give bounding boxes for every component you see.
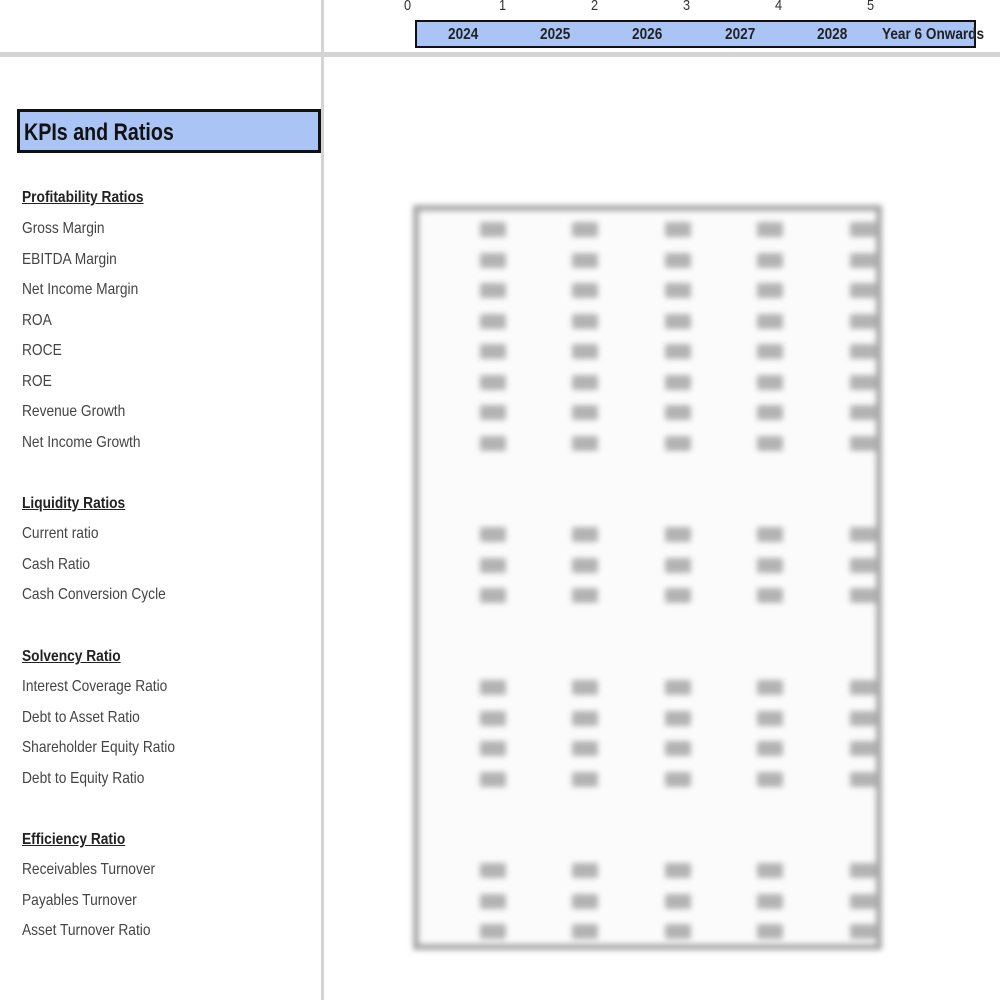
blurred-value-cell [572, 772, 598, 787]
blurred-value-cell [572, 283, 598, 298]
blurred-value-cell [572, 711, 598, 726]
blurred-value-cell [757, 772, 783, 787]
blurred-value-cell [665, 222, 691, 237]
blurred-value-cell [665, 711, 691, 726]
blurred-value-cell [850, 863, 876, 878]
row-label[interactable]: Asset Turnover Ratio [22, 922, 151, 939]
blurred-value-cell [665, 558, 691, 573]
blurred-value-cell [480, 253, 506, 268]
blurred-value-cell [665, 283, 691, 298]
blurred-value-cell [665, 680, 691, 695]
blurred-value-cell [850, 405, 876, 420]
group-heading-profitability[interactable]: Profitability Ratios [22, 189, 144, 206]
section-title: KPIs and Ratios [24, 119, 174, 146]
blurred-value-cell [757, 924, 783, 939]
row-label[interactable]: Shareholder Equity Ratio [22, 739, 175, 756]
blurred-value-cell [480, 405, 506, 420]
column-divider [321, 0, 324, 1000]
blurred-value-cell [757, 405, 783, 420]
blurred-value-cell [480, 863, 506, 878]
group-heading-solvency[interactable]: Solvency Ratio [22, 648, 121, 665]
blurred-value-cell [665, 344, 691, 359]
row-label[interactable]: Debt to Asset Ratio [22, 709, 140, 726]
blurred-value-cell [757, 527, 783, 542]
blurred-value-cell [572, 405, 598, 420]
blurred-value-cell [480, 222, 506, 237]
blurred-value-cell [480, 283, 506, 298]
row-label[interactable]: Revenue Growth [22, 403, 126, 420]
blurred-value-cell [665, 772, 691, 787]
row-label[interactable]: Receivables Turnover [22, 861, 156, 878]
header-divider [0, 52, 1000, 57]
blurred-value-cell [757, 314, 783, 329]
year-header-cell[interactable]: Year 6 Onwards [882, 26, 985, 43]
blurred-value-cell [480, 711, 506, 726]
blurred-value-cell [850, 314, 876, 329]
row-label[interactable]: EBITDA Margin [22, 251, 117, 268]
blurred-value-cell [572, 375, 598, 390]
blurred-value-cell [850, 924, 876, 939]
blurred-value-cell [757, 588, 783, 603]
year-header-cell[interactable]: 2028 [817, 26, 848, 43]
group-heading-efficiency[interactable]: Efficiency Ratio [22, 831, 126, 848]
blurred-value-cell [480, 741, 506, 756]
blurred-value-cell [665, 741, 691, 756]
blurred-value-cell [757, 894, 783, 909]
blurred-value-cell [572, 741, 598, 756]
blurred-value-cell [850, 772, 876, 787]
blurred-value-cell [665, 863, 691, 878]
row-label[interactable]: Net Income Growth [22, 434, 141, 451]
year-header-cell[interactable]: 2025 [540, 26, 571, 43]
row-label[interactable]: ROA [22, 312, 52, 329]
blurred-value-cell [665, 436, 691, 451]
blurred-value-cell [757, 344, 783, 359]
blurred-value-cell [665, 588, 691, 603]
blurred-value-cell [480, 314, 506, 329]
blurred-value-cell [757, 253, 783, 268]
blurred-value-cell [757, 222, 783, 237]
period-index: 1 [499, 0, 507, 14]
blurred-value-cell [480, 924, 506, 939]
blurred-value-cell [665, 527, 691, 542]
blurred-value-cell [757, 375, 783, 390]
year-header-cell[interactable]: 2027 [725, 26, 756, 43]
blurred-value-cell [665, 894, 691, 909]
blurred-value-cell [757, 283, 783, 298]
blurred-value-cell [665, 314, 691, 329]
year-header-cell[interactable]: 2024 [448, 26, 479, 43]
blurred-value-cell [480, 558, 506, 573]
section-title-box[interactable] [17, 109, 321, 153]
year-header-cell[interactable]: 2026 [632, 26, 663, 43]
period-index: 4 [775, 0, 783, 14]
blurred-value-cell [850, 588, 876, 603]
blurred-value-cell [665, 924, 691, 939]
blurred-value-cell [572, 436, 598, 451]
row-label[interactable]: Interest Coverage Ratio [22, 678, 168, 695]
blurred-value-cell [757, 558, 783, 573]
blurred-value-cell [850, 711, 876, 726]
blurred-value-cell [757, 436, 783, 451]
blurred-value-cell [572, 527, 598, 542]
blurred-value-cell [850, 741, 876, 756]
period-index: 3 [683, 0, 691, 14]
period-index: 2 [591, 0, 599, 14]
row-label[interactable]: Current ratio [22, 525, 99, 542]
blurred-value-cell [572, 588, 598, 603]
row-label[interactable]: Net Income Margin [22, 281, 139, 298]
blurred-value-cell [850, 222, 876, 237]
blurred-value-cell [572, 222, 598, 237]
blurred-value-cell [850, 680, 876, 695]
year-header-bar [415, 20, 985, 48]
blurred-value-cell [757, 863, 783, 878]
row-label[interactable]: Cash Conversion Cycle [22, 586, 166, 603]
period-index: 0 [404, 0, 412, 14]
blurred-value-cell [572, 680, 598, 695]
blurred-value-cell [480, 680, 506, 695]
row-label[interactable]: Payables Turnover [22, 892, 137, 909]
blurred-value-cell [665, 405, 691, 420]
row-label[interactable]: ROE [22, 373, 52, 390]
blurred-value-cell [850, 558, 876, 573]
blurred-value-cell [665, 375, 691, 390]
row-label[interactable]: Gross Margin [22, 220, 105, 237]
row-label[interactable]: ROCE [22, 342, 62, 359]
blurred-value-cell [572, 253, 598, 268]
blurred-value-cell [850, 344, 876, 359]
blurred-value-cell [665, 253, 691, 268]
blurred-value-cell [572, 558, 598, 573]
blurred-values-table [413, 205, 882, 950]
blurred-value-cell [850, 283, 876, 298]
blurred-value-cell [480, 588, 506, 603]
row-label[interactable]: Cash Ratio [22, 556, 91, 573]
blurred-value-cell [757, 680, 783, 695]
blurred-value-cell [480, 436, 506, 451]
blurred-value-cell [850, 436, 876, 451]
blurred-value-cell [850, 375, 876, 390]
blurred-value-cell [850, 527, 876, 542]
blurred-value-cell [757, 741, 783, 756]
blurred-value-cell [572, 894, 598, 909]
group-heading-liquidity[interactable]: Liquidity Ratios [22, 495, 126, 512]
blurred-value-cell [480, 344, 506, 359]
blurred-value-cell [572, 314, 598, 329]
blurred-value-cell [757, 711, 783, 726]
blurred-value-cell [480, 375, 506, 390]
blurred-value-cell [850, 894, 876, 909]
blurred-value-cell [850, 253, 876, 268]
blurred-value-cell [572, 863, 598, 878]
blurred-value-cell [480, 527, 506, 542]
blurred-value-cell [480, 772, 506, 787]
blurred-value-cell [572, 924, 598, 939]
row-label[interactable]: Debt to Equity Ratio [22, 770, 145, 787]
period-index: 5 [867, 0, 875, 14]
blurred-value-cell [480, 894, 506, 909]
blurred-value-cell [572, 344, 598, 359]
